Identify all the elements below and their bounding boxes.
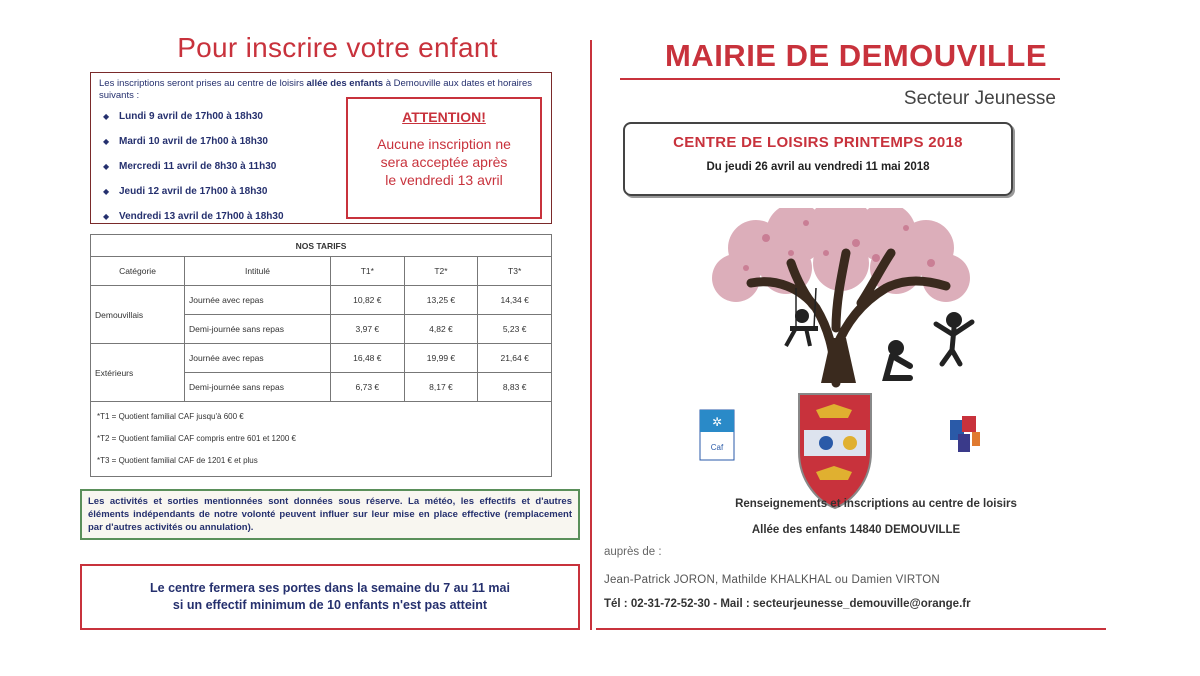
category-demouvillais: Demouvillais: [91, 286, 185, 344]
row-intitule: Demi-journée sans repas: [185, 373, 331, 402]
centre-box: [623, 122, 1013, 196]
note-t3: *T3 = Quotient familial CAF de 1201 € et plus: [97, 456, 258, 465]
date-item: ◆ Mercredi 11 avril de 8h30 à 11h30: [99, 160, 543, 185]
caf-logo: [700, 410, 734, 460]
date-item: ◆ Vendredi 13 avril de 17h00 à 18h30: [99, 210, 543, 235]
svg-text:✲: ✲: [711, 415, 723, 429]
price-t2: 19,99 €: [404, 344, 478, 373]
intro-text-1: Les inscriptions seront prises au centre de loisirs: [99, 78, 307, 89]
centre-dates: Du jeudi 26 avril au vendredi 11 mai 2018: [706, 161, 930, 173]
logos-row: [696, 392, 996, 512]
note-t1: *T1 = Quotient familial CAF jusqu'à 600 €: [97, 412, 244, 421]
fermeture-line: si un effectif minimum de 10 enfants n'est pas atteint: [172, 598, 488, 612]
coat-of-arms: [799, 394, 871, 508]
tarifs-table: [90, 234, 552, 477]
inscription-box: [90, 72, 552, 224]
mairie-title: MAIRIE DE DEMOUVILLE: [664, 38, 1047, 73]
price-t1: 10,82 €: [331, 286, 405, 315]
table-row: [91, 286, 552, 315]
price-t3: 5,23 €: [478, 315, 552, 344]
attention-body: [348, 135, 540, 189]
info-contacts: Jean-Patrick JORON, Mathilde KHALKHAL ou Damien VIRTON: [604, 574, 940, 586]
header-t1: T1*: [331, 257, 405, 286]
right-panel: [596, 32, 1116, 610]
vertical-divider: [590, 40, 592, 630]
header-t3: T3*: [478, 257, 552, 286]
price-t2: 4,82 €: [404, 315, 478, 344]
fermeture-notice: [80, 564, 580, 630]
tarifs-notes: [91, 402, 552, 477]
row-intitule: Demi-journée sans repas: [185, 315, 331, 344]
attention-box: [346, 97, 542, 219]
date-item: ◆ Lundi 9 avril de 17h00 à 18h30: [99, 110, 543, 135]
note-t2: *T2 = Quotient familial CAF compris entre 601 et 1200 €: [97, 434, 296, 443]
date-item: ◆ Jeudi 12 avril de 17h00 à 18h30: [99, 185, 543, 210]
price-t1: 16,48 €: [331, 344, 405, 373]
info-adresse: Allée des enfants 14840 DEMOUVILLE: [751, 524, 961, 536]
price-t1: 3,97 €: [331, 315, 405, 344]
attention-line: Aucune inscription ne: [377, 136, 511, 152]
info-aupres: auprès de :: [604, 546, 662, 558]
price-t2: 8,17 €: [404, 373, 478, 402]
left-title: Pour inscrire votre enfant: [177, 32, 498, 63]
attention-line: sera acceptée après: [380, 154, 508, 170]
info-tel-mail: Tél : 02-31-72-52-30 - Mail : secteurjeunesse_demouville@orange.fr: [604, 598, 971, 610]
bottom-divider: [596, 628, 1106, 630]
header-t2: T2*: [404, 257, 478, 286]
header-intitule: Intitulé: [185, 257, 331, 286]
caf-label: Caf: [710, 443, 724, 452]
info-renseignements: Renseignements et inscriptions au centre de loisirs: [735, 498, 1017, 510]
jeunesse-logo: [948, 412, 982, 456]
attention-title: ATTENTION!: [402, 109, 486, 125]
secteur-subtitle: Secteur Jeunesse: [903, 88, 1056, 109]
price-t1: 6,73 €: [331, 373, 405, 402]
header-categorie: Catégorie: [91, 257, 185, 286]
table-row: [91, 344, 552, 373]
price-t3: 14,34 €: [478, 286, 552, 315]
price-t3: 8,83 €: [478, 373, 552, 402]
category-exterieurs: Extérieurs: [91, 344, 185, 402]
price-t2: 13,25 €: [404, 286, 478, 315]
centre-title: CENTRE DE LOISIRS PRINTEMPS 2018: [673, 134, 963, 151]
row-intitule: Journée avec repas: [185, 344, 331, 373]
table-header-row: [91, 257, 552, 286]
fermeture-line: Le centre fermera ses portes dans la semaine du 7 au 11 mai: [150, 581, 510, 595]
info-section: [596, 498, 1116, 610]
row-intitule: Journée avec repas: [185, 286, 331, 315]
intro-text-2: à Demouville aux dates et horaires suivants :: [99, 78, 532, 101]
tree-illustration: [696, 208, 986, 388]
attention-line: le vendredi 13 avril: [385, 172, 503, 188]
intro-text-bold: allée des enfants: [306, 78, 384, 89]
price-t3: 21,64 €: [478, 344, 552, 373]
mairie-underline: [620, 78, 1060, 80]
reserve-notice: Les activités et sorties mentionnées sont données sous réserve. La météo, les effectifs et d'autres éléments indépendants de notre volonté peuvent influer sur leur mise en place effective (remplacement par d'autres activités ou annulation).: [80, 489, 580, 540]
tarifs-title: NOS TARIFS: [91, 235, 552, 257]
left-panel: [80, 32, 585, 630]
date-item: ◆ Mardi 10 avril de 17h00 à 18h30: [99, 135, 543, 160]
